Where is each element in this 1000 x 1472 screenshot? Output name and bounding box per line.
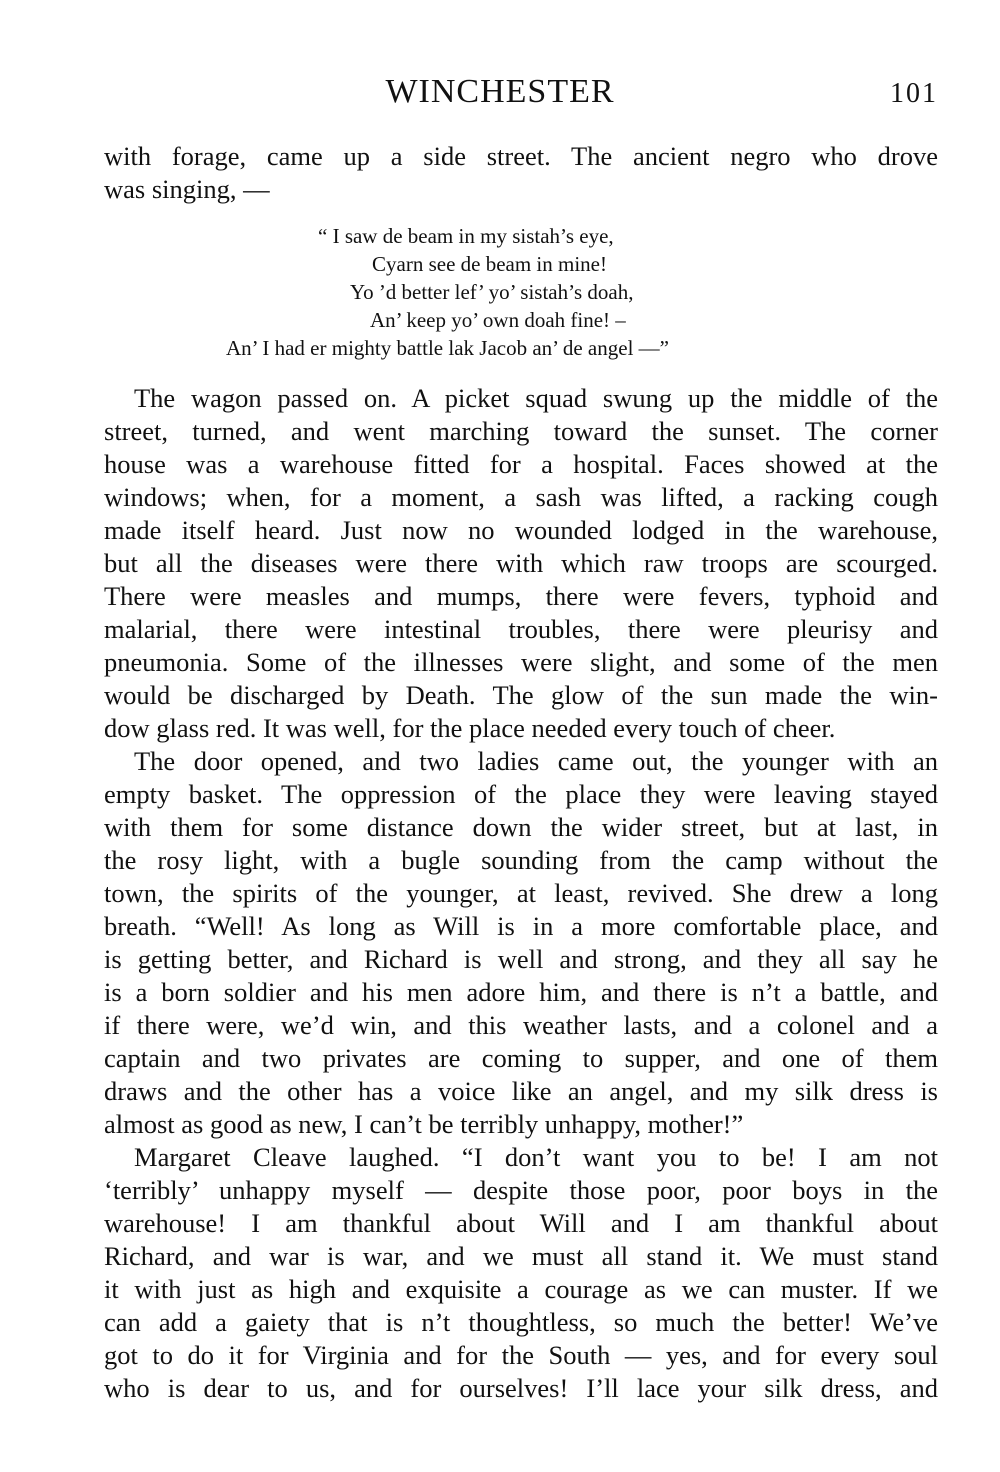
text-line: got to do it for Virginia and for the South — yes, and for every soul [104, 1340, 938, 1370]
text-line: The door opened, and two ladies came out, the younger with an [134, 746, 938, 776]
text-line: it with just as high and exquisite a courage as we can muster. If we [104, 1274, 938, 1304]
text-line: empty basket. The oppression of the place they were leaving stayed [104, 779, 938, 809]
text-line: The wagon passed on. A picket squad swung up the middle of the [134, 383, 938, 413]
text-line: Margaret Cleave laughed. “I don’t want you to be! I am not [134, 1142, 938, 1172]
text-line: ‘terribly’ unhappy myself — despite those poor, poor boys in the [104, 1175, 938, 1205]
text-line: but all the diseases were there with which raw troops are scourged. [104, 548, 938, 578]
text-line: the rosy light, with a bugle sounding from the camp without the [104, 845, 938, 875]
text-line: windows; when, for a moment, a sash was lifted, a racking cough [104, 482, 938, 512]
text-line: warehouse! I am thankful about Will and I am thankful about [104, 1208, 938, 1238]
text-line: breath. “Well! As long as Will is in a more comfortable place, and [104, 911, 938, 941]
text-line: There were measles and mumps, there were fevers, typhoid and [104, 581, 938, 611]
text-line: who is dear to us, and for ourselves! I’ll lace your silk dress, and [104, 1373, 938, 1403]
text-line: dow glass red. It was well, for the place needed every touch of cheer. [104, 713, 836, 743]
text-line: town, the spirits of the younger, at least, revived. She drew a long [104, 878, 938, 908]
text-line: with them for some distance down the wider street, but at last, in [104, 812, 938, 842]
text-line: malarial, there were intestinal troubles, there were pleurisy and [104, 614, 938, 644]
page-number: 101 [890, 78, 938, 109]
text-line: is a born soldier and his men adore him, and there is n’t a battle, and [104, 977, 938, 1007]
text-line: house was a warehouse fitted for a hospital. Faces showed at the [104, 449, 938, 479]
text-line: Richard, and war is war, and we must all stand it. We must stand [104, 1241, 938, 1271]
text-line: with forage, came up a side street. The ancient negro who drove [104, 141, 938, 171]
song-verse [0, 222, 1000, 362]
text-line: can add a gaiety that is n’t thoughtless, so much the better! We’ve [104, 1307, 938, 1337]
text-line: would be discharged by Death. The glow of the sun made the win- [104, 680, 938, 710]
paragraph-2 [104, 745, 938, 1141]
text-line: if there were, we’d win, and this weather lasts, and a colonel and a [104, 1010, 938, 1040]
text-line: draws and the other has a voice like an angel, and my silk dress is [104, 1076, 938, 1106]
verse-line: Yo ’d better lef’ yo’ sistah’s doah, [350, 280, 634, 304]
text-line: pneumonia. Some of the illnesses were slight, and some of the men [104, 647, 938, 677]
text-line: is getting better, and Richard is well and strong, and they all say he [104, 944, 938, 974]
paragraph-3 [104, 1141, 938, 1405]
verse-line: An’ keep yo’ own doah fine! – [370, 308, 626, 332]
running-header-title: WINCHESTER [385, 73, 615, 110]
verse-line: Cyarn see de beam in mine! [372, 252, 607, 276]
intro-text [104, 140, 938, 206]
verse-line: An’ I had er mighty battle lak Jacob an’ de angel —” [226, 336, 669, 360]
text-line: was singing, — [104, 174, 270, 204]
text-line: made itself heard. Just now no wounded lodged in the warehouse, [104, 515, 938, 545]
text-line: street, turned, and went marching toward the sunset. The corner [104, 416, 938, 446]
text-line: captain and two privates are coming to supper, and one of them [104, 1043, 938, 1073]
verse-line: “ I saw de beam in my sistah’s eye, [318, 224, 614, 248]
paragraph-1 [104, 382, 938, 745]
text-line: almost as good as new, I can’t be terribly unhappy, mother!” [104, 1109, 744, 1139]
